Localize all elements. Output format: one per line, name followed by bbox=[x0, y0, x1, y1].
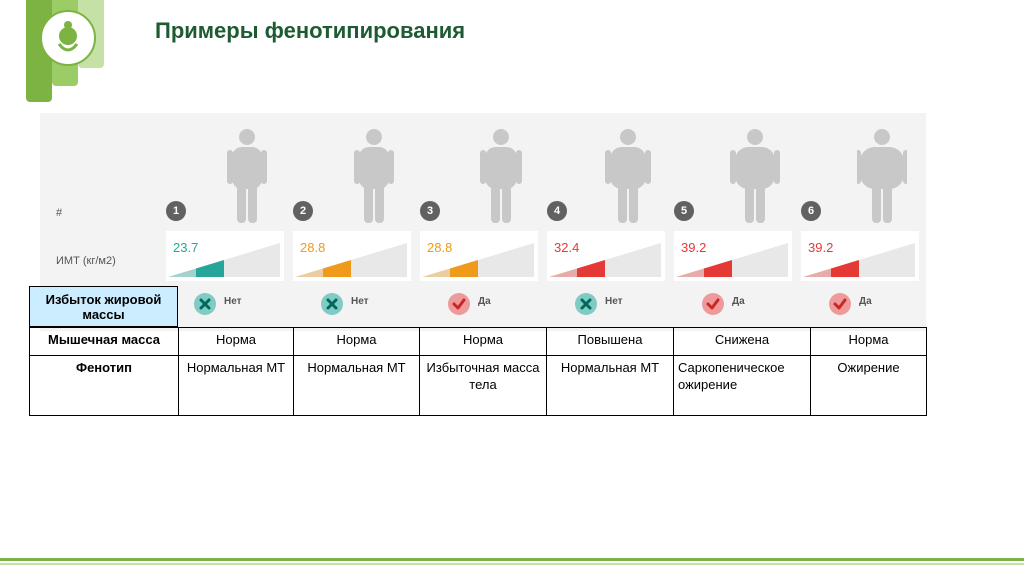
phenotype-column bbox=[547, 113, 665, 331]
bmi-value: 28.8 bbox=[300, 240, 326, 255]
bmi-value: 32.4 bbox=[554, 240, 580, 255]
excess-indicator bbox=[321, 293, 391, 315]
check-icon bbox=[829, 293, 851, 315]
bmi-value: 39.2 bbox=[681, 240, 707, 255]
table-row bbox=[30, 356, 927, 416]
excess-value: Да bbox=[859, 296, 872, 307]
muscle-cell: Норма bbox=[294, 328, 420, 356]
excess-value: Нет bbox=[351, 296, 369, 307]
excess-value: Да bbox=[478, 296, 491, 307]
excess-value: Нет bbox=[224, 296, 242, 307]
person-figure-icon bbox=[476, 127, 526, 227]
excess-indicator bbox=[448, 293, 518, 315]
footer-line bbox=[0, 563, 1024, 565]
x-icon bbox=[321, 293, 343, 315]
phenotype-column bbox=[293, 113, 411, 331]
row-label-number: # bbox=[56, 207, 63, 219]
phenotype-cell: Ожирение bbox=[811, 356, 927, 416]
check-icon bbox=[448, 293, 470, 315]
muscle-mass-label: Мышечная масса bbox=[30, 328, 179, 356]
person-figure-icon bbox=[222, 127, 272, 227]
bmi-value: 39.2 bbox=[808, 240, 834, 255]
phenotype-cell: Саркопеническое ожирение bbox=[674, 356, 811, 416]
muscle-cell: Норма bbox=[811, 328, 927, 356]
person-figure-icon bbox=[349, 127, 399, 227]
phenotype-column bbox=[420, 113, 538, 331]
excess-fat-label: Избыток жировой массы bbox=[29, 286, 178, 327]
excess-indicator bbox=[194, 293, 264, 315]
x-icon bbox=[575, 293, 597, 315]
phenotype-label: Фенотип bbox=[30, 356, 179, 416]
phenotype-cell: Нормальная МТ bbox=[179, 356, 294, 416]
person-figure-icon bbox=[730, 127, 780, 227]
footer-line bbox=[0, 558, 1024, 561]
bmi-value: 28.8 bbox=[427, 240, 453, 255]
excess-value: Да bbox=[732, 296, 745, 307]
x-icon bbox=[194, 293, 216, 315]
phenotype-cell: Нормальная МТ bbox=[294, 356, 420, 416]
excess-indicator bbox=[575, 293, 645, 315]
check-icon bbox=[702, 293, 724, 315]
row-label-bmi: ИМТ (кг/м2) bbox=[56, 255, 116, 267]
table-row bbox=[30, 328, 927, 356]
phenotype-cell: Избыточная масса тела bbox=[420, 356, 547, 416]
excess-indicator bbox=[702, 293, 772, 315]
person-figure-icon bbox=[603, 127, 653, 227]
muscle-cell: Норма bbox=[420, 328, 547, 356]
number-badge: 6 bbox=[801, 201, 821, 221]
phenotype-table bbox=[29, 327, 927, 416]
number-badge: 4 bbox=[547, 201, 567, 221]
number-badge: 5 bbox=[674, 201, 694, 221]
bmi-value: 23.7 bbox=[173, 240, 199, 255]
muscle-cell: Норма bbox=[179, 328, 294, 356]
number-badge: 3 bbox=[420, 201, 440, 221]
phenotype-column bbox=[801, 113, 919, 331]
excess-value: Нет bbox=[605, 296, 623, 307]
muscle-cell: Снижена bbox=[674, 328, 811, 356]
page-title: Примеры фенотипирования bbox=[155, 18, 466, 43]
person-figure-icon bbox=[857, 127, 907, 227]
phenotype-cell: Нормальная МТ bbox=[547, 356, 674, 416]
excess-indicator bbox=[829, 293, 899, 315]
number-badge: 2 bbox=[293, 201, 313, 221]
phenotype-column bbox=[674, 113, 792, 331]
number-badge: 1 bbox=[166, 201, 186, 221]
logo-icon bbox=[40, 10, 96, 66]
phenotype-column bbox=[166, 113, 284, 331]
muscle-cell: Повышена bbox=[547, 328, 674, 356]
